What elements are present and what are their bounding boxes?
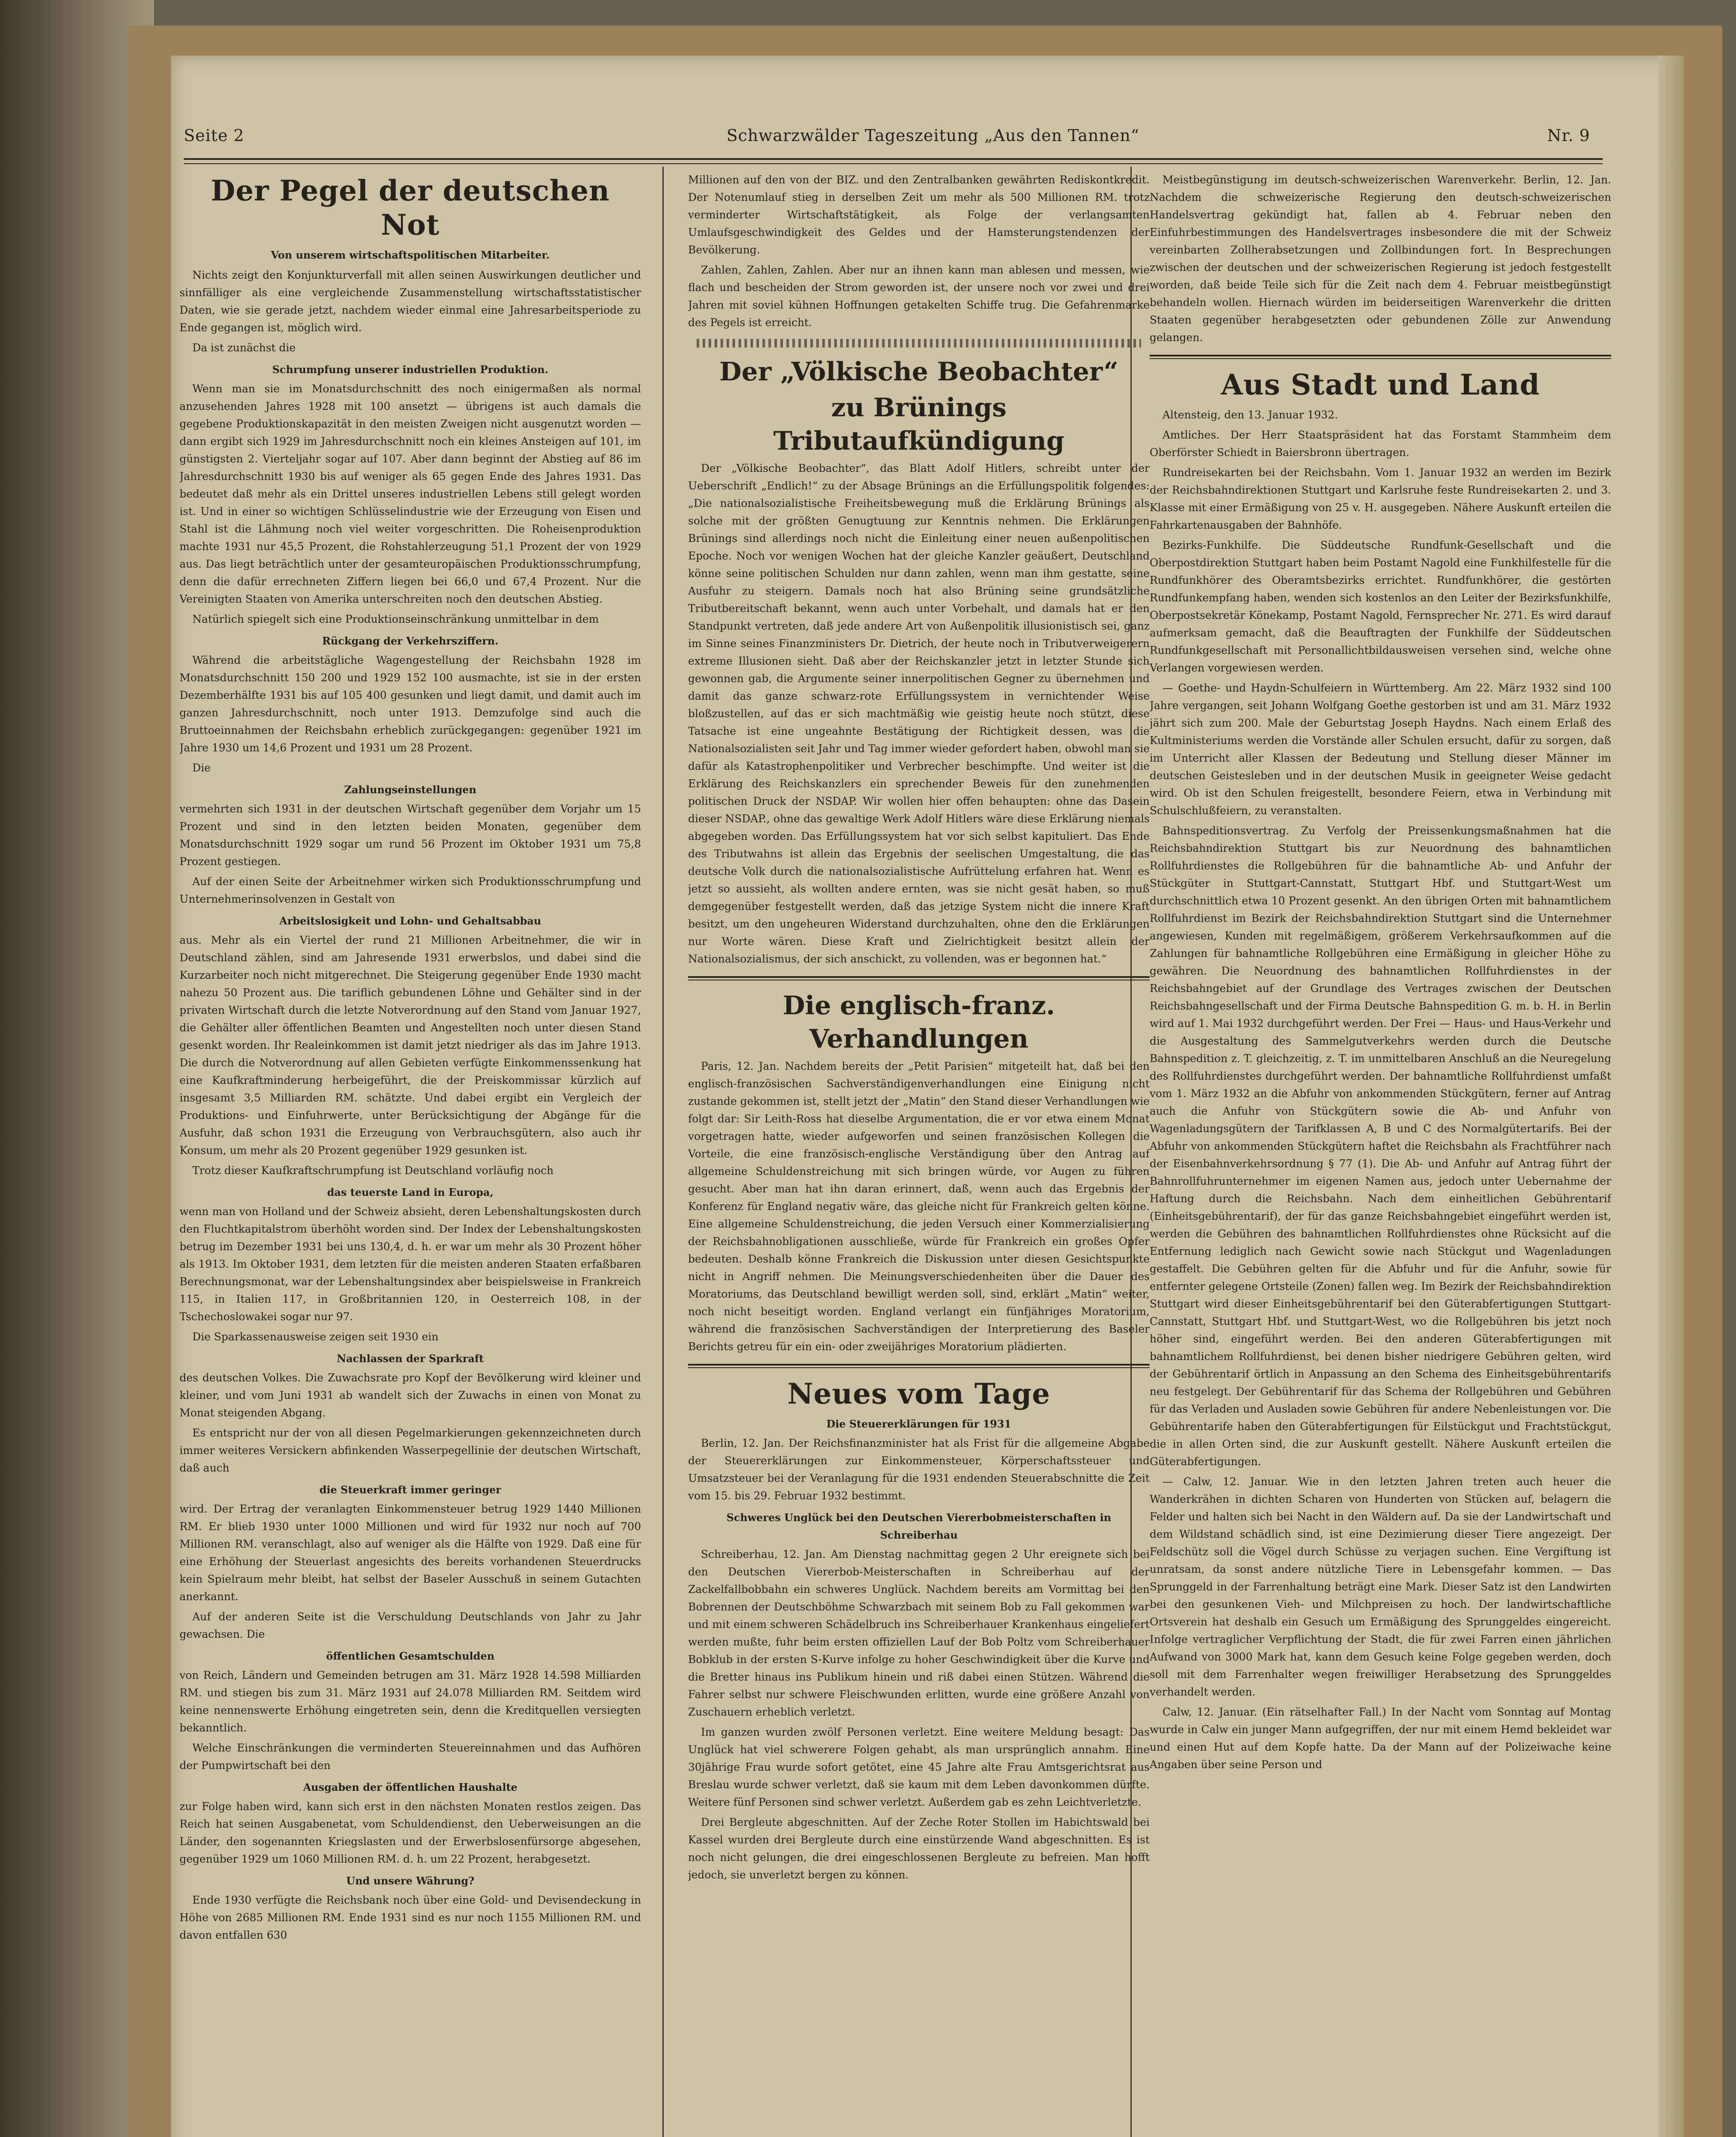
paragraph: Auf der einen Seite der Arbeitnehmer wirken sich Produktionsschrumpfung und Unternehmerinsolvenzen in Gestalt von — [179, 875, 641, 905]
headline: Der Pegel der deutschen Not — [211, 174, 610, 241]
paragraph: Bahnspeditionsvertrag. Zu Verfolg der Preissenkungsmaßnahmen hat die Reichsbahndirektion Stuttgart bis zur Neuordnung des bahnamtlichen Rollfuhrdienstes die Rollgebühren für die bahnamtliche Ab- und Anfuhr der Stückgüter in Stuttgart-Cannstatt, Stuttgart Hbf. und Stuttgart-West um durchschnittlich etwa 10 Prozent gesenkt. An den übrigen Orten mit bahnamtlichem Rollfuhrdienst im Bezirk der Reichsbahndirektion Stuttgart sind die Unternehmer angewiesen, Kunden mit regelmäßigem, größerem Verkehrsaufkommen auf die Zahlungen für bahnamtliche Rollgebühren eine Ermäßigung in gleicher Höhe zu gewähren. Die Neuordnung des bahnamtlichen Rollfuhrdienstes in der Reichsbahngebiet auf der Grundlage des Vertrages zwischen der Deutschen Reichsbahngesellschaft und der Firma Deutsche Bahnspedition G. m. b. H. in Berlin wird auf 1. Mai 1932 durchgeführt werden. Der Frei — Haus- und Haus-Verkehr und die Ausgestaltung des Sammelgutverkehrs werden durch die Deutsche Bahnspedition z. T. gleichzeitig, z. T. im unmittelbaren Anschluß an die Neuregelung des Rollfuhrdienstes durchgeführt werden. Der bahnamtliche Rollfuhrdienst umfaßt vom 1. März 1932 an die Abfuhr von ankommenden Stückgütern, ferner auf Antrag auch die Anfuhr von Stückgütern sowie die Ab- und Anfuhr von Wagenladungsgütern der Tarifklassen A, B und C des Normalgütertarifs. Bei der Abfuhr von ankommenden Stückgütern haftet die Reichsbahn als Frachtführer nach der Eisenbahnverkehrsordnung § 77 (1). Die Ab- und Anfuhr auf Antrag führt der Bahnrollfuhrunternehmer im eigenen Namen aus, jedoch unter Uebernahme der Haftung durch die Reichsbahn. Nach dem einheitlichen Gebührentarif (Einheitsgebührentarif), der für das ganze Reichsbahngebiet eingeführt werden ist, werden die Gebühren des bahnamtlichen Rollfuhrdienstes ohne Rücksicht auf die Entfernung lediglich nach Gewicht sowie nach Stückgut und Wagenladungen gestaffelt. Die Gebühren gelten für die Abfuhr und für die Anfuhr, sowie für entfernter gelegene Ortsteile (Zonen) fallen weg. Im Bezirk der Reichsbahndirektion Stuttgart wird dieser Einheitsgebührentarif bei den Güterabfertigungen Stuttgart-Cannstatt, Stuttgart Hbf. und Stuttgart-West, wo die Rollgebühren bis jetzt noch höher sind, eingeführt werden. Bei den anderen Güterabfertigungen mit bahnamtlichem Rollfuhrdienst, bei denen bisher niedrigere Gebühren gelten, wird der Gebührentarif örtlich in Anpassung an den Schema des Einheitsgebührentarifs neu festgelegt. Der Gebührentarif für das Schema der Rollgebühren und Gebühren für das Verladen und Ausladen sowie Gebühren für andere Nebenleistungen vor. Die Gebührentarife haben den Güterabfertigungen für Eilstückgut und Frachtstückgut, die in allen Orten sind, die zur Auskunft gestellt. Nähere Auskunft erteilen die Güterabfertigungen. — [1150, 824, 1611, 1468]
subheading: Schweres Unglück bei den Deutschen Viererbobmeisterschaften in Schreiberhau — [726, 1511, 1112, 1541]
paragraph: Zahlen, Zahlen, Zahlen. Aber nur an ihnen kann man ablesen und messen, wie flach und bescheiden der Strom geworden ist, der unsere noch vor zwei und drei Jahren mit soviel kühnen Hoffnungen getakelten Schiffe trug. Die Gefahrenmarke des Pegels ist erreicht. — [688, 264, 1150, 329]
issue-number: Nr. 9 — [1547, 126, 1590, 145]
paragraph: Ende 1930 verfügte die Reichsbank noch über eine Gold- und Devisendeckung in Höhe von 2685 Millionen RM. Ende 1931 sind es nur noch 1155 Millionen RM. und davon entfallen 630 — [179, 1894, 641, 1941]
paragraph: wird. Der Ertrag der veranlagten Einkommensteuer betrug 1929 1440 Millionen RM. Er blieb 1930 unter 1000 Millionen und wird für 1932 nur noch auf 700 Millionen RM. veranschlagt, also auf weniger als die Hälfte von 1929. Daß eine für eine Erhöhung der Steuerlast angesichts des bereits vorhandenen Steuerdrucks kein Spielraum mehr bleibt, hat selbst der Baseler Ausschuß in seinem Gutachten anerkannt. — [179, 1503, 641, 1603]
section-title: Aus Stadt und Land — [1221, 368, 1540, 401]
paragraph: Paris, 12. Jan. Nachdem bereits der „Petit Parisien“ mitgeteilt hat, daß bei den englisch-französischen Sachverständigenverhandlungen eine Einigung nicht zustande gekommen ist, stellt jetzt der „Matin“ den Stand dieser Verhandlungen wie folgt dar: Sir Leith-Ross hat dieselbe Argumentation, die er vor etwa einem Monat vorgetragen hatte, wieder aufgeworfen und seinen französischen Kollegen die Vorteile, die eine französisch-englische Verständigung über den Antrag auf allgemeine Schuldenstreichung mit sich bringen würde, vor Augen zu führen gesucht. Aber man hat ihn daran erinnert, daß, wenn auch das Ergebnis der Konferenz für England negativ wäre, das gleiche nicht für Frankreich gelten könne. Eine allgemeine Schuldenstreichung, die jeden Versuch einer Kommerzialisierung der Reichsbahnobligationen ausschließe, würde für Frankreich ein großes Opfer bedeuten. Deshalb könne Frankreich die Diskussion unter diesen Gesichtspunkte nicht in Angriff nehmen. Die Meinungsverschiedenheiten über die Dauer des Moratoriums, das Deutschland bewilligt werden soll, sind, erklärt „Matin“ weiter, noch nicht beseitigt worden. England verlangt ein fünfjähriges Moratorium, während die französischen Sachverständigen der Interpretierung des Baseler Berichts getreu für ein ein- oder zweijähriges Moratorium plädierten. — [688, 1060, 1150, 1353]
paragraph: Rundreisekarten bei der Reichsbahn. Vom 1. Januar 1932 an werden im Bezirk der Reichsbahndirektionen Stuttgart und Karlsruhe feste Rundreisekarten 2. und 3. Klasse mit einer Ermäßigung von 25 v. H. ausgegeben. Nähere Auskunft erteilen die Fahrkartenausgaben der Bahnhöfe. — [1150, 466, 1611, 531]
paragraph: Während die arbeitstägliche Wagengestellung der Reichsbahn 1928 im Monatsdurchschnitt 150 200 und 1929 152 100 ausmachte, ist sie in der ersten Dezemberhälfte 1931 bis auf 105 400 gesunken und liegt damit, und damit auch im ganzen Jahresdurchschnitt, noch unter 1913. Demzufolge sind auch die Bruttoeinnahmen der Reichsbahn erheblich zurückgegangen: gegenüber 1921 im Jahre 1930 um 14,6 Prozent und 1931 um 28 Prozent. — [179, 654, 641, 754]
paragraph: Bezirks-Funkhilfe. Die Süddeutsche Rundfunk-Gesellschaft und die Oberpostdirektion Stuttgart haben beim Postamt Nagold eine Funkhilfestelle für die Rundfunkhörer des Oberamtsbezirks errichtet. Rundfunkhörer, die gestörten Rundfunkempfang haben, wenden sich kostenlos an den Leiter der Bezirksfunkhilfe, Oberpostsekretär Könekamp, Postamt Nagold, Fernsprecher Nr. 271. Es wird darauf aufmerksam gemacht, daß die Beauftragten der Funkhilfe der Süddeutschen Rundfunkgesellschaft mit Personallichtbildausweisen versehen sind, welche ohne Verlangen vorgewiesen werden. — [1150, 539, 1611, 674]
paper-title: Schwarzwälder Tageszeitung „Aus den Tannen“ — [727, 126, 1140, 145]
subheading: Die Steuererklärungen für 1931 — [826, 1418, 1012, 1430]
page-label: Seite 2 — [184, 126, 244, 145]
paragraph: Amtliches. Der Herr Staatspräsident hat das Forstamt Stammheim dem Oberförster Schiedt in Baiersbronn übertragen. — [1150, 429, 1611, 459]
subheading: Rückgang der Verkehrsziffern. — [322, 635, 499, 647]
section-rule — [1150, 355, 1611, 359]
paragraph: Calw, 12. Januar. (Ein rätselhafter Fall.) In der Nacht vom Sonntag auf Montag wurde in Calw ein junger Mann aufgegriffen, der nur mit einem Hemd bekleidet war und einen Hut auf dem Kopfe hatte. Da der Mann auf der Polizeiwache keine Angaben über seine Person und — [1150, 1706, 1611, 1771]
page-header — [184, 126, 1603, 160]
paragraph: Die — [192, 762, 211, 774]
paragraph: Auf der anderen Seite ist die Verschuldung Deutschlands von Jahr zu Jahr gewachsen. Die — [179, 1610, 641, 1640]
subheading: Schrumpfung unserer industriellen Produktion. — [272, 363, 548, 376]
paragraph: vermehrten sich 1931 in der deutschen Wirtschaft gegenüber dem Vorjahr um 15 Prozent und sind in den letzten beiden Monaten, gegenüber dem Monatsdurchschnitt 1929 sogar um rund 56 Prozent im Oktober 1931 um 75,8 Prozent gestiegen. — [179, 803, 641, 868]
paragraph: Es entspricht nur der von all diesen Pegelmarkierungen gekennzeichneten durch immer weiteres Versickern abfinkenden Wasserpegellinie der deutschen Wirtschaft, daß auch — [179, 1427, 641, 1474]
paragraph: Die Sparkassenausweise zeigen seit 1930 ein — [192, 1330, 438, 1343]
paragraph: zur Folge haben wird, kann sich erst in den nächsten Monaten restlos zeigen. Das Reich hat seinen Ausgabenetat, vom Schuldendienst, den Ueberweisungen an die Länder, den sogenannten Kriegslasten und der Erwerbslosenfürsorge abgesehen, gegenüber 1929 um 1060 Millionen RM. d. h. um 22 Prozent, herabgesetzt. — [179, 1800, 641, 1865]
headline: Die englisch-franz. Verhandlungen — [783, 991, 1055, 1054]
ornament-rule — [697, 339, 1141, 347]
section-rule — [688, 976, 1150, 980]
paragraph: Drei Bergleute abgeschnitten. Auf der Zeche Roter Stollen im Habichtswald bei Kassel wurden drei Bergleute durch eine einstürzende Wand abgeschnitten. Es ist noch nicht gelungen, die drei eingeschlossenen Bergleute zu befreien. Man hofft jedoch, sie unverletzt bergen zu können. — [688, 1816, 1150, 1881]
paragraph: Schreiberhau, 12. Jan. Am Dienstag nachmittag gegen 2 Uhr ereignete sich bei den Deutschen Viererbob-Meisterschaften in Schreiberhau auf der Zackelfallbobbahn ein schweres Unglück. Nachdem bereits am Vormittag bei den Bobrennen der Deutschböhme Schwarzbach mit seinem Bob zu Fall gekommen war und mit einem schweren Schädelbruch ins Schreiberhauer Krankenhaus eingeliefert werden mußte, fuhr beim ersten offiziellen Lauf der Bob Poltz vom Schreiberhauer Bobklub in der ersten S-Kurve infolge zu hoher Geschwindigkeit über die Kurve und die Bretter hinaus ins Publikum hinein und riß dabei einen Stützen. Während die Fahrer selbst nur schwere Fleischwunden erlitten, wurde eine größere Anzahl von Zuschauern erheblich verletzt. — [688, 1548, 1150, 1718]
subheading: öffentlichen Gesamtschulden — [326, 1650, 494, 1662]
paragraph: Im ganzen wurden zwölf Personen verletzt. Eine weitere Meldung besagt: Das Unglück hat viel schwerere Folgen gehabt, als man ursprünglich annahm. Eine 30jährige Frau wurde sofort getötet, eine 45 Jahre alte Frau Amtsgerichtsrat aus Breslau wurde schwer verletzt, daß sie kaum mit dem Leben davonkommen dürfte. Weitere fünf Personen sind schwer verletzt. Außerdem gab es zehn Leichtverletzte. — [688, 1726, 1150, 1808]
page-edge — [1658, 56, 1684, 2137]
paragraph: des deutschen Volkes. Die Zuwachsrate pro Kopf der Bevölkerung wird kleiner und kleiner, und vom Juni 1931 ab wandelt sich der Zuwachs in einen von Monat zu Monat steigenden Abgang. — [179, 1372, 641, 1419]
column-2 — [688, 171, 1150, 2137]
paragraph: Meistbegünstigung im deutsch-schweizerischen Warenverkehr. Berlin, 12. Jan. Nachdem die schweizerische Regierung den deutsch-schweizerischen Handelsvertrag gekündigt hat, fallen ab 4. Februar neben den Einfuhrbestimmungen des Handelsvertrages insbesondere die mit der Schweiz vereinbarten Zollherabsetzungen und Zollbindungen fort. In Besprechungen zwischen der deutschen und der schweizerischen Regierung ist jedoch festgestellt worden, daß beide Teile sich für die Zeit nach dem 4. Februar meistbegünstigt behandeln wollen. Hiernach würden im beiderseitigen Warenverkehr die dritten Staaten gegenüber herabgesetzten oder gebundenen Zölle zur Anwendung gelangen. — [1150, 174, 1611, 344]
subheading: das teuerste Land in Europa, — [327, 1186, 494, 1198]
paragraph: — Calw, 12. Januar. Wie in den letzten Jahren treten auch heuer die Wanderkrähen in dichten Scharen von Hunderten von Stücken auf, belagern die Felder und halten sich bei Nacht in den Wäldern auf. Da sie der Landwirtschaft und dem Wildstand schädlich sind, ist eine Dezimierung dieser Tiere angezeigt. Der Feldschütz soll die Vögel durch Schüsse zu verjagen suchen. Eine Vergiftung ist unratsam, da sonst andere nützliche Tiere in Lebensgefahr kommen. — Das Sprunggeld in der Farrenhaltung beträgt eine Mark. Dieser Satz ist den Landwirten bei den gesunkenen Vieh- und Milchpreisen zu hoch. Der landwirtschaftliche Ortsverein hat deshalb ein Gesuch um Ermäßigung des Sprunggeldes eingereicht. Infolge vertraglicher Verpflichtung der Stadt, die für zwei Farren einen jährlichen Aufwand von 3000 Mark hat, kann dem Gesuch keine Folge gegeben werden, doch soll mit dem Farrenhalter wegen freiwilliger Herabsetzung des Sprunggeldes verhandelt werden. — [1150, 1475, 1611, 1698]
paragraph: — Goethe- und Haydn-Schulfeiern in Württemberg. Am 22. März 1932 sind 100 Jahre vergangen, seit Johann Wolfgang Goethe gestorben ist und am 31. März 1932 jährt sich zum 200. Male der Geburtstag Joseph Haydns. Nach einem Erlaß des Kultministeriums werden die Vorstände aller Schulen ersucht, dafür zu sorgen, daß im Unterricht aller Klassen der Bedeutung und Stellung dieser Männer im deutschen Geistesleben und in der deutschen Musik in geeigneter Weise gedacht wird. Ob ist den Schulen freigestellt, besondere Feiern, etwa in Verbindung mit Schulschlußfeiern, zu veranstalten. — [1150, 682, 1611, 817]
header-rule — [184, 158, 1603, 164]
paragraph: aus. Mehr als ein Viertel der rund 21 Millionen Arbeitnehmer, die wir in Deutschland zählen, sind am Jahresende 1931 erwerbslos, und dabei sind die Kurzarbeiter noch nicht mitgerechnet. Die Steigerung gegenüber Ende 1930 macht nahezu 50 Prozent aus. Die tariflich gebundenen Löhne und Gehälter sind in der privaten Wirtschaft durch die letzte Notverordnung auf den Stand vom Januar 1927, die Gehälter aller öffentlichen Beamten und Angestellten noch unter diesen Stand gesenkt worden. Ihr Realeinkommen ist damit jetzt niedriger als das im Jahre 1913. Die durch die Notverordnung auf allen Gebieten verfügte Einkommenssenkung hat eine Kaufkraftminderung herbeigeführt, die der Preiskommissar kürzlich auf insgesamt 3,5 Milliarden RM. schätzte. Und dabei ergibt ein Vergleich der Produktions- und Einfuhrwerte, unter Berücksichtigung der Abgänge für die Ausfuhr, daß schon 1931 die Erzeugung von Verbrauchsgütern, also auch ihr Konsum, um mehr als 20 Prozent gegenüber 1929 gesunken ist. — [179, 934, 641, 1157]
paragraph: Natürlich spiegelt sich eine Produktionseinschränkung unmittelbar in dem — [192, 613, 599, 625]
paragraph: Welche Einschränkungen die verminderten Steuereinnahmen und das Aufhören der Pumpwirtschaft bei den — [179, 1742, 641, 1772]
subheading: die Steuerkraft immer geringer — [319, 1484, 501, 1496]
column-rule — [662, 167, 664, 2137]
byline: Von unserem wirtschaftspolitischen Mitarbeiter. — [271, 249, 550, 261]
section-rule — [688, 1364, 1150, 1368]
paragraph: Berlin, 12. Jan. Der Reichsfinanzminister hat als Frist für die allgemeine Abgabe der Steuererklärungen zur Einkommensteuer, Körperschaftssteuer und Umsatzsteuer bei der Veranlagung für die 1931 endenden Steuerabschnitte die Zeit vom 15. bis 29. Februar 1932 bestimmt. — [688, 1437, 1150, 1502]
dateline: Altensteig, den 13. Januar 1932. — [1162, 409, 1338, 421]
subheading: Ausgaben der öffentlichen Haushalte — [303, 1781, 518, 1793]
headline: zu Brünings Tributaufkündigung — [773, 393, 1065, 456]
subheading: Zahlungseinstellungen — [344, 783, 477, 796]
headline: Der „Völkische Beobachter“ — [719, 357, 1118, 387]
headline: Neues vom Tage — [787, 1377, 1050, 1410]
subheading: Arbeitslosigkeit und Lohn- und Gehaltsabbau — [279, 915, 541, 927]
paragraph: Der „Völkische Beobachter“, das Blatt Adolf Hitlers, schreibt unter der Ueberschrift „Endlich!“ zu der Absage Brünings an die Erfüllungspolitik folgendes: „Die nationalsozialistische Freiheitsbewegung muß die Erklärung Brünings als solche mit der größten Genugtuung zur Kenntnis nehmen. Die Erklärungen Brünings sind allerdings noch nicht die Einleitung einer neuen außenpolitischen Epoche. Noch vor wenigen Wochen hat der gleiche Kanzler geäußert, Deutschland könne seine politischen Schulden nur dann zahlen, wenn man ihm gestatte, seine Ausfuhr zu steigern. Damals noch hat also Brüning seine grundsätzliche Tributbereitschaft bekannt, wenn auch unter Vorbehalt, und damals hat er den Standpunkt vertreten, daß jede andere Art von Außenpolitik illusionistisch sei, ganz im Sinne seines Finanzministers Dr. Dietrich, der heute noch in Tributverweigerern extreme Illusionen sieht. Daß aber der Reichskanzler jetzt in letzter Stunde sich gewonnen gab, die Argumente seiner innerpolitischen Gegner zu übernehmen und damit das ganze schwarz-rote Erfüllungssystem in vernichtender Weise bloßzustellen, auf das er sich machtmäßig wie geistig heute noch stützt, diese Tatsache ist eine ungeahnte Bestätigung der Richtigkeit dessen, was die Nationalsozialisten seit Jahr und Tag immer wieder gefordert haben, obwohl man sie dafür als Katastrophenpolitiker und Verbrecher beschimpfte. Und weiter ist die Erklärung des Reichskanzlers ein sprechender Beweis für den zunehmenden politischen Druck der NSDAP. Wir wollen hier offen behaupten: ohne das Dasein dieser NSDAP., ohne das gewaltige Werk Adolf Hitlers wäre diese Erklärung niemals abgegeben worden. Das Erfüllungssystem hat vor sich selbst kapituliert. Das Ende des Tributwahns ist allein das Ergebnis der seelischen Umgestaltung, die das deutsche Volk durch die nationalsozialistische Aufrüttelung erfahren hat. Wenn es jetzt so aussieht, als wollten andere ernten, was sie nicht gesät haben, so muß demgegenüber festgestellt werden, daß das jetzige System nicht die innere Kraft besitzt, um den ungeheuren Widerstand durchzuhalten, ohne den die Erklärungen nur Worte wären. Diese Kraft und Zielrichtigkeit besitzt allein der Nationalsozialismus, der sich anschickt, zu vollenden, was er begonnen hat.“ — [688, 462, 1150, 965]
column-3 — [1150, 171, 1611, 2137]
paragraph: von Reich, Ländern und Gemeinden betrugen am 31. März 1928 14.598 Milliarden RM. und stiegen bis zum 31. März 1931 auf 24.078 Milliarden RM. Seitdem wird keine nennenswerte Erhöhung eingetreten sein, denn die Kreditquellen versiegten bekanntlich. — [179, 1669, 641, 1734]
paragraph: Da ist zunächst die — [192, 341, 296, 354]
paragraph: wenn man von Holland und der Schweiz absieht, deren Lebenshaltungskosten durch den Fluchtkapitalstrom überhöht worden sind. Der Index der Lebenshaltungskosten betrug im Dezember 1931 bei uns 130,4, d. h. er war um mehr als 30 Prozent höher als 1913. Im Oktober 1931, dem letzten für die meisten anderen Staaten erfaßbaren Berechnungsmonat, war der Lebenshaltungsindex aber beispielsweise in Frankreich 115, in Italien 117, in Großbritannien 120, in Oesterreich 108, in der Tschechoslowakei sogar nur 97. — [179, 1205, 641, 1323]
paragraph: Millionen auf den von der BIZ. und den Zentralbanken gewährten Rediskontkredit. Der Notenumlauf stieg in derselben Zeit um mehr als 500 Millionen RM. trotz verminderter Wirtschaftstätigkeit, als Folge der verlangsamten Umlaufsgeschwindigkeit des Geldes und der Hamsterungstendenzen der Bevölkerung. — [688, 174, 1150, 256]
paragraph: Nichts zeigt den Konjunkturverfall mit allen seinen Auswirkungen deutlicher und sinnfälliger als eine vergleichende Zusammenstellung wirtschaftsstatistischer Daten, wie sie gerade jetzt, nachdem wieder einmal eine Jahresarbeitsperiode zu Ende gegangen ist, möglich wird. — [179, 269, 641, 334]
subheading: Und unsere Währung? — [346, 1875, 474, 1887]
newspaper-page — [171, 56, 1684, 2137]
paragraph: Wenn man sie im Monatsdurchschnitt des noch einigermaßen als normal anzusehenden Jahres 1928 mit 100 ansetzt — übrigens ist auch damals die gegebene Produktionskapazität in den meisten Zweigen nicht ausgenutzt worden — dann ergibt sich 1929 im Jahresdurchschnitt noch ein kleines Ansteigen auf 101, im günstigsten 2. Vierteljahr sogar auf 107. Aber dann beginnt der Abstieg auf 86 im Jahresdurchschnitt 1930 bis auf weniger als 65 gegen Ende des Jahres 1931. Das bedeutet daß mehr als ein Drittel unseres industriellen Lebens still gelegt worden ist. Und in einer so wichtigen Schlüsselindustrie wie der Erzeugung von Eisen und Stahl ist die Lähmung noch viel weiter vorgeschritten. Die Roheisenproduktion machte 1931 nur 45,5 Prozent, die Rohstahlerzeugung 51,1 Prozent der von 1929 aus. Das liegt beträchtlich unter der gesamteuropäischen Produktionsschrumpfung, denn die dafür errechneten Ziffern liegen bei 66,0 und 67,4 Prozent. Nur die Vereinigten Staaten von Amerika unterschreiten noch den deutschen Abstieg. — [179, 383, 641, 605]
paragraph: Trotz dieser Kaufkraftschrumpfung ist Deutschland vorläufig noch — [192, 1164, 554, 1177]
subheading: Nachlassen der Sparkraft — [337, 1352, 484, 1365]
column-1 — [179, 171, 641, 2137]
